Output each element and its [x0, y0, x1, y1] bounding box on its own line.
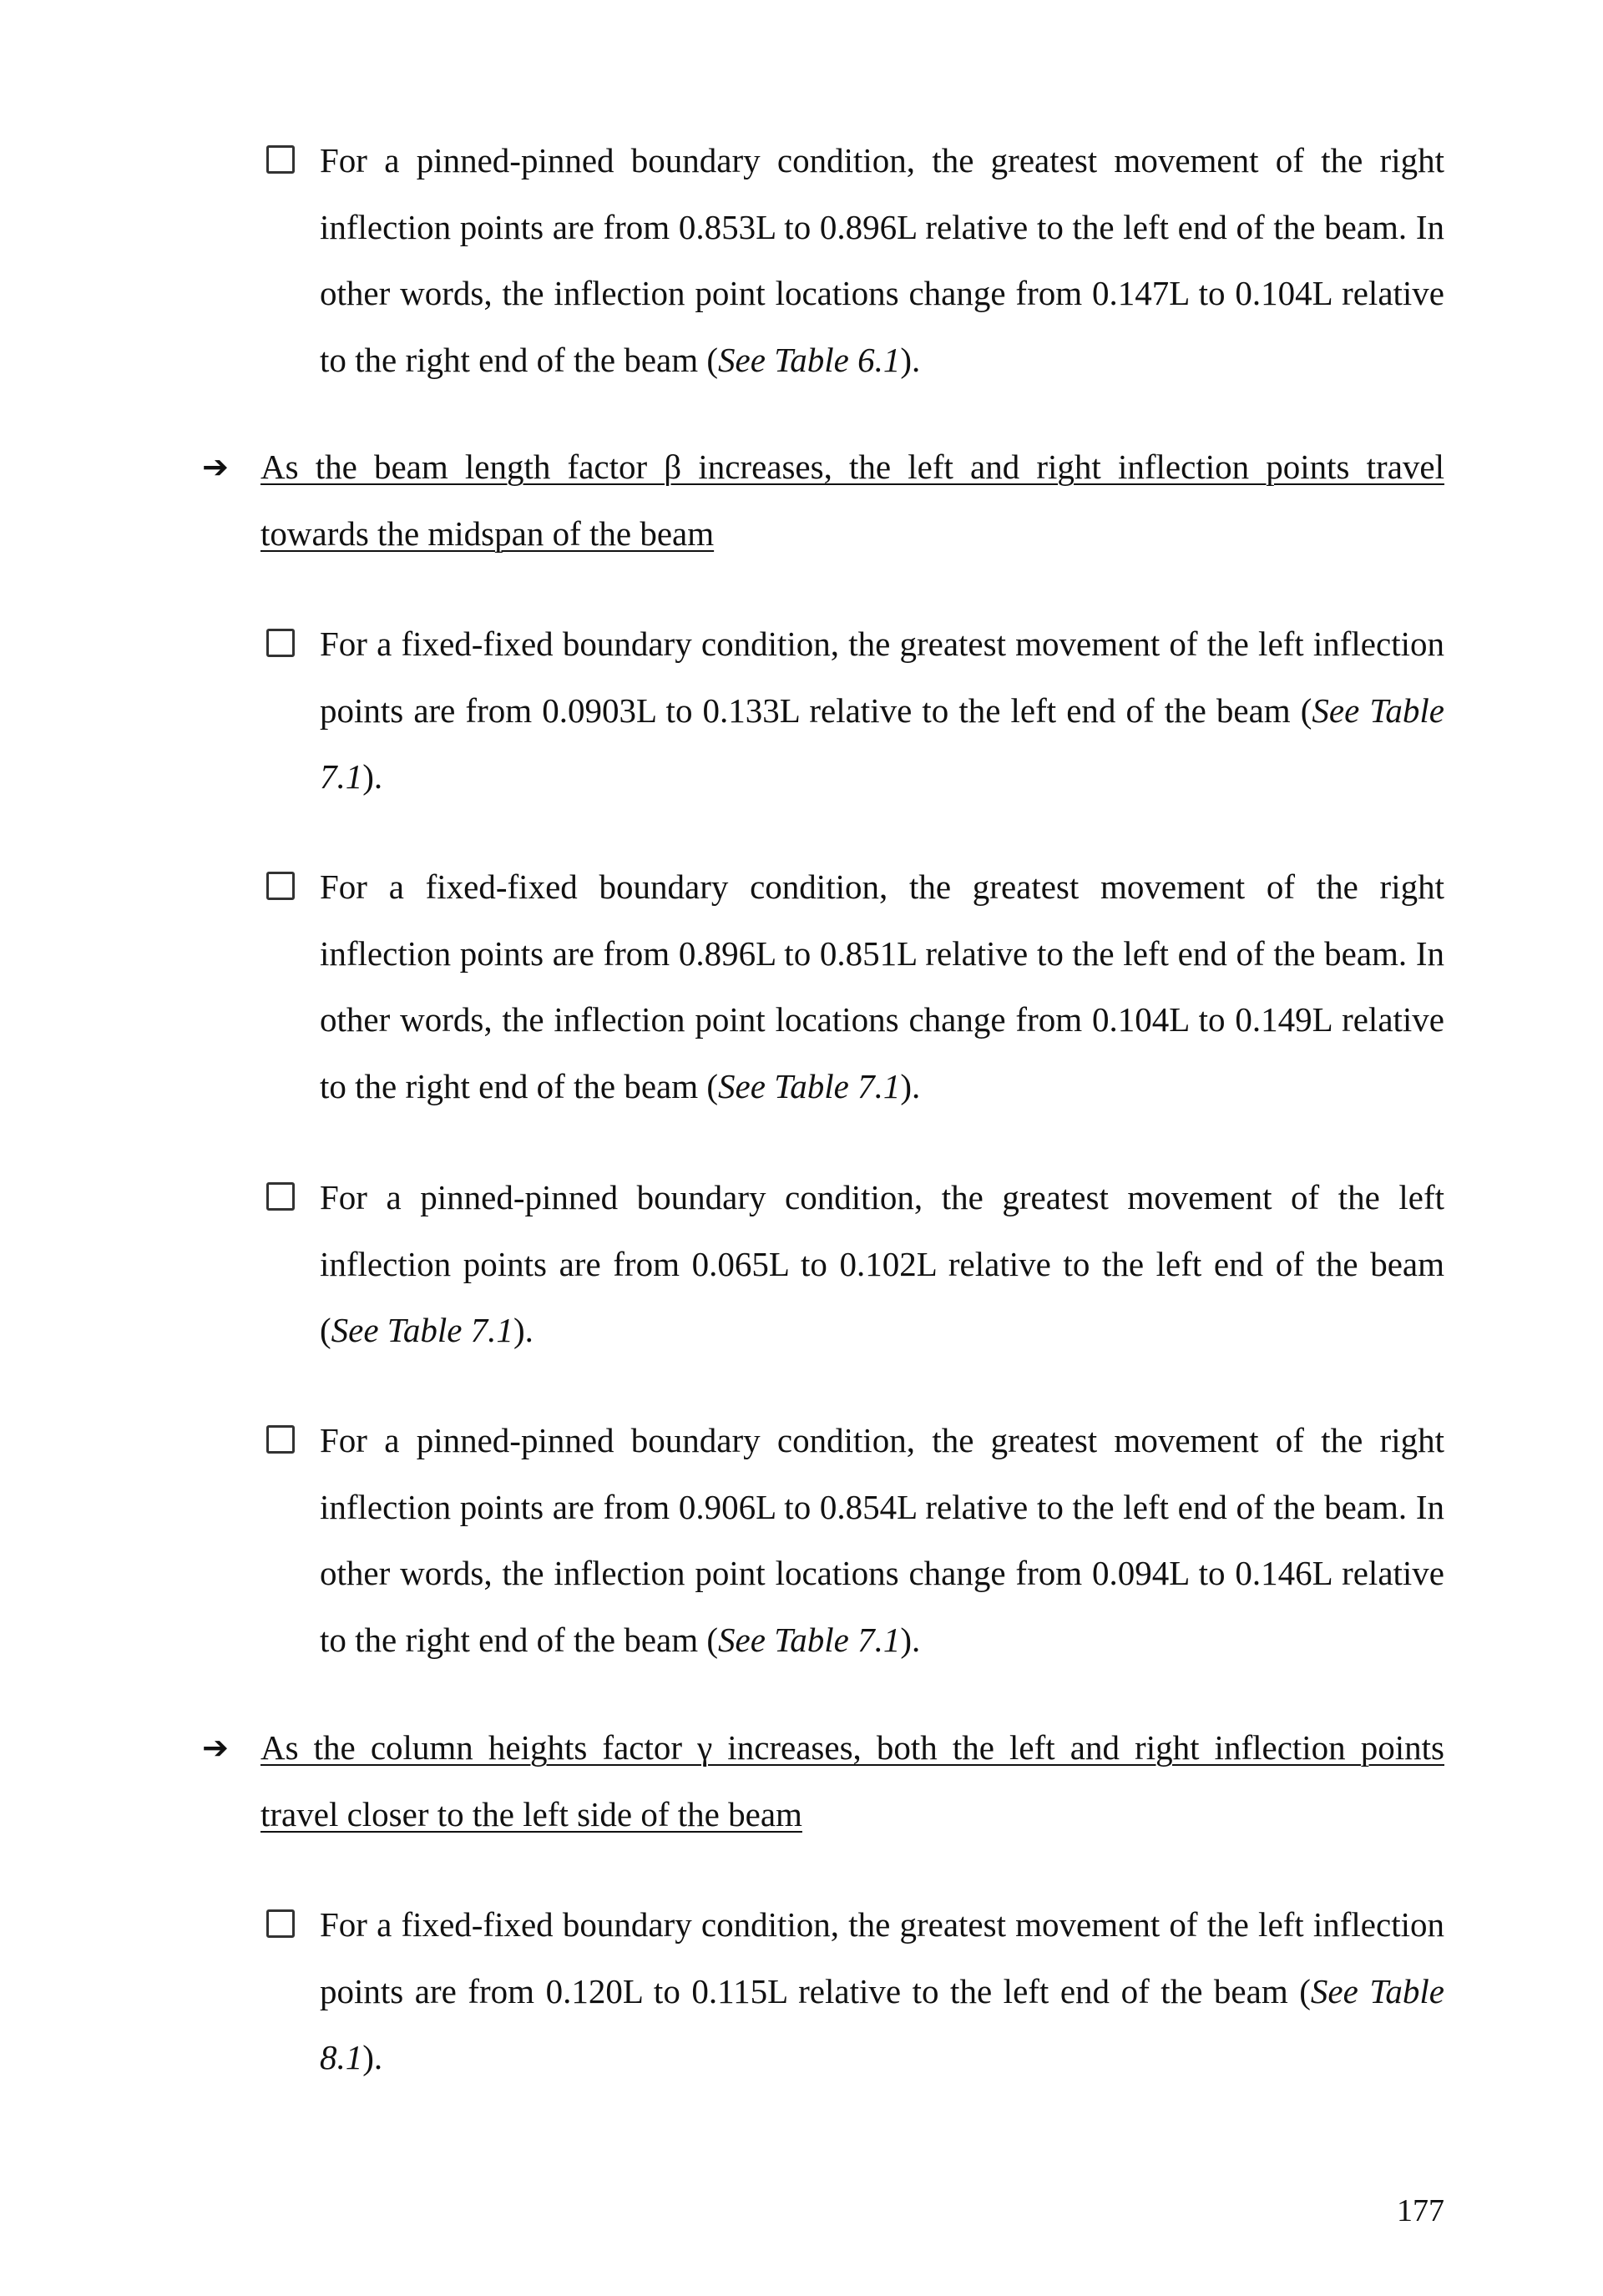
table-reference: See Table 7.1: [331, 1311, 513, 1349]
bullet-item: For a fixed-fixed boundary condition, the greatest movement of the right inflection points are from 0.896L to 0.851L relative to the left end of the beam. In other words, the inflection point locations change from 0.104L to 0.149L relative to the right end of the beam (See Table 7.1).: [320, 854, 1444, 1120]
bullet-item: For a pinned-pinned boundary condition, the greatest movement of the right inflection points are from 0.853L to 0.896L relative to the left end of the beam. In other words, the inflection point locations change from 0.147L to 0.104L relative to the right end of the beam (See Table 6.1).: [320, 128, 1444, 393]
bullet-item: For a pinned-pinned boundary condition, the greatest movement of the right inflection points are from 0.906L to 0.854L relative to the left end of the beam. In other words, the inflection point locations change from 0.094L to 0.146L relative to the right end of the beam (See Table 7.1).: [320, 1408, 1444, 1673]
table-reference: See Table 7.1: [718, 1066, 901, 1105]
table-reference: See Table 7.1: [320, 690, 1444, 796]
page-number: 177: [1397, 2193, 1444, 2228]
heading-text: As the beam length factor β increases, the left and right inflection points travel towards the midspan of the beam: [260, 448, 1444, 553]
arrow-right-icon: ➔: [202, 1729, 229, 1766]
heading-text: As the column heights factor γ increases, both the left and right inflection points travel closer to the left side of the beam: [260, 1728, 1444, 1833]
checkbox-square-icon: [266, 629, 295, 657]
checkbox-square-icon: [266, 1182, 295, 1211]
table-reference: See Table 6.1: [718, 340, 901, 379]
section-heading: [202, 434, 1444, 567]
bullet-item: For a fixed-fixed boundary condition, the greatest movement of the left inflection points are from 0.0903L to 0.133L relative to the left end of the beam (See Table 7.1).: [320, 611, 1444, 811]
table-reference: See Table 8.1: [320, 1971, 1444, 2076]
bullet-item: For a pinned-pinned boundary condition, the greatest movement of the left inflection points are from 0.065L to 0.102L relative to the left end of the beam (See Table 7.1).: [320, 1165, 1444, 1364]
checkbox-square-icon: [266, 1909, 295, 1938]
table-reference: See Table 7.1: [718, 1620, 901, 1659]
checkbox-square-icon: [266, 145, 295, 174]
checkbox-square-icon: [266, 1425, 295, 1454]
checkbox-square-icon: [266, 872, 295, 900]
arrow-right-icon: ➔: [202, 448, 229, 485]
section-heading: [202, 1715, 1444, 1848]
bullet-item: For a fixed-fixed boundary condition, the greatest movement of the left inflection points are from 0.120L to 0.115L relative to the left end of the beam (See Table 8.1).: [320, 1892, 1444, 2091]
